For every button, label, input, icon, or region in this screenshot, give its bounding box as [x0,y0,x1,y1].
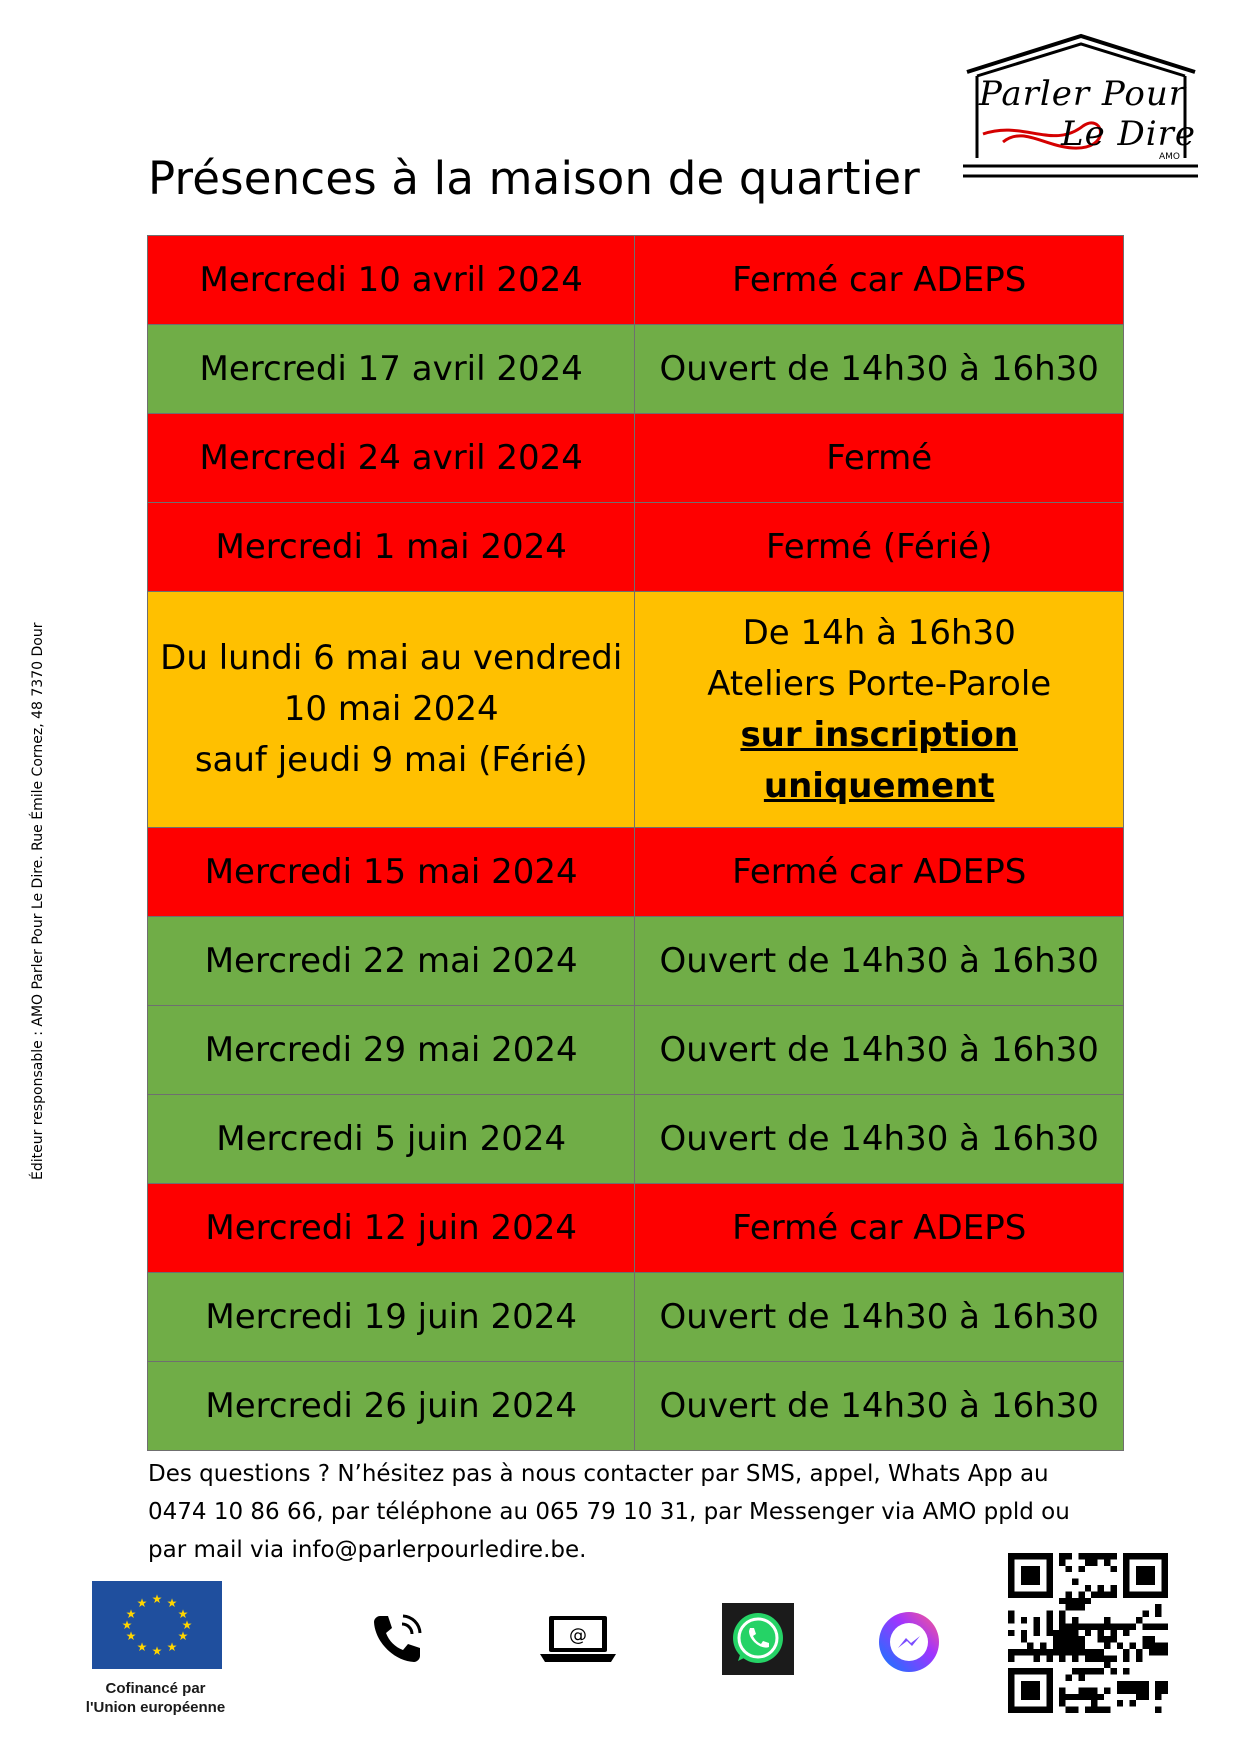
date-cell: Mercredi 29 mai 2024 [148,1006,635,1095]
date-cell [148,592,635,828]
table-row [148,1362,1124,1451]
date-cell: Mercredi 12 juin 2024 [148,1184,635,1273]
status-line: De 14h à 16h30 [742,612,1016,653]
schedule-table [147,235,1124,1451]
qr-code [1008,1553,1168,1713]
table-row [148,1273,1124,1362]
date-cell: Mercredi 5 juin 2024 [148,1095,635,1184]
table-row [148,414,1124,503]
logo-text-2: Le Dire [1061,114,1197,154]
status-cell: Fermé car ADEPS [635,1184,1124,1273]
svg-text:★: ★ [177,1607,189,1621]
date-cell: Mercredi 26 juin 2024 [148,1362,635,1451]
svg-text:★: ★ [151,1592,163,1606]
date-cell: Mercredi 24 avril 2024 [148,414,635,503]
eu-flag-icon [92,1581,222,1669]
status-cell: Fermé (Férié) [635,503,1124,592]
table-row [148,325,1124,414]
date-line: 10 mai 2024 [283,689,499,729]
svg-text:★: ★ [181,1618,193,1632]
status-cell: Ouvert de 14h30 à 16h30 [635,325,1124,414]
table-row [148,828,1124,917]
date-line: Du lundi 6 mai au vendredi [160,638,623,678]
status-line: Ateliers Porte-Parole [707,663,1052,704]
page-title: Présences à la maison de quartier [148,152,920,205]
date-cell: Mercredi 10 avril 2024 [148,236,635,325]
contact-line: Des questions ? N’hésitez pas à nous contacter par SMS, appel, Whats App au [148,1461,1049,1487]
organization-logo [963,30,1198,190]
registration-note: sur inscription uniquement [740,714,1018,806]
svg-text:★: ★ [151,1644,163,1658]
svg-text:@: @ [569,1625,587,1646]
date-cell: Mercredi 19 juin 2024 [148,1273,635,1362]
svg-text:★: ★ [125,1607,137,1621]
svg-text:★: ★ [166,1596,178,1610]
status-cell: Fermé car ADEPS [635,828,1124,917]
messenger-icon [876,1610,942,1680]
status-cell: Fermé [635,414,1124,503]
date-cell: Mercredi 17 avril 2024 [148,325,635,414]
table-row [148,236,1124,325]
svg-text:★: ★ [136,1640,148,1654]
svg-text:★: ★ [125,1629,137,1643]
table-row [148,1006,1124,1095]
status-cell: Ouvert de 14h30 à 16h30 [635,1273,1124,1362]
eu-caption: l'Union européenne [85,1699,226,1716]
whatsapp-icon [722,1603,794,1679]
logo-tag: AMO [1159,152,1181,162]
status-cell: Ouvert de 14h30 à 16h30 [635,1095,1124,1184]
publisher-note: Éditeur responsable : AMO Parler Pour Le Dire. Rue Émile Cornez, 48 7370 Dour [30,622,46,1180]
status-cell: Ouvert de 14h30 à 16h30 [635,917,1124,1006]
phone-icon [370,1610,426,1670]
table-row [148,503,1124,592]
date-cell: Mercredi 1 mai 2024 [148,503,635,592]
date-cell: Mercredi 22 mai 2024 [148,917,635,1006]
table-row [148,917,1124,1006]
status-cell: Ouvert de 14h30 à 16h30 [635,1006,1124,1095]
svg-text:★: ★ [166,1640,178,1654]
eu-funding-badge [85,1581,238,1717]
eu-caption: Cofinancé par [105,1680,206,1697]
laptop-mail-icon [540,1614,616,1668]
contact-line: par mail via info@parlerpourledire.be. [148,1537,587,1563]
status-cell: Fermé car ADEPS [635,236,1124,325]
status-cell [635,592,1124,828]
date-line: sauf jeudi 9 mai (Férié) [194,740,588,780]
table-row [148,592,1124,828]
svg-text:★: ★ [136,1596,148,1610]
logo-text-1: Parler Pour [979,74,1187,114]
date-cell: Mercredi 15 mai 2024 [148,828,635,917]
status-cell: Ouvert de 14h30 à 16h30 [635,1362,1124,1451]
contact-info [148,1455,1108,1569]
contact-line: 0474 10 86 66, par téléphone au 065 79 10 31, par Messenger via AMO ppld ou [148,1499,1070,1525]
table-row [148,1184,1124,1273]
table-row [148,1095,1124,1184]
svg-text:★: ★ [121,1618,133,1632]
svg-text:★: ★ [177,1629,189,1643]
